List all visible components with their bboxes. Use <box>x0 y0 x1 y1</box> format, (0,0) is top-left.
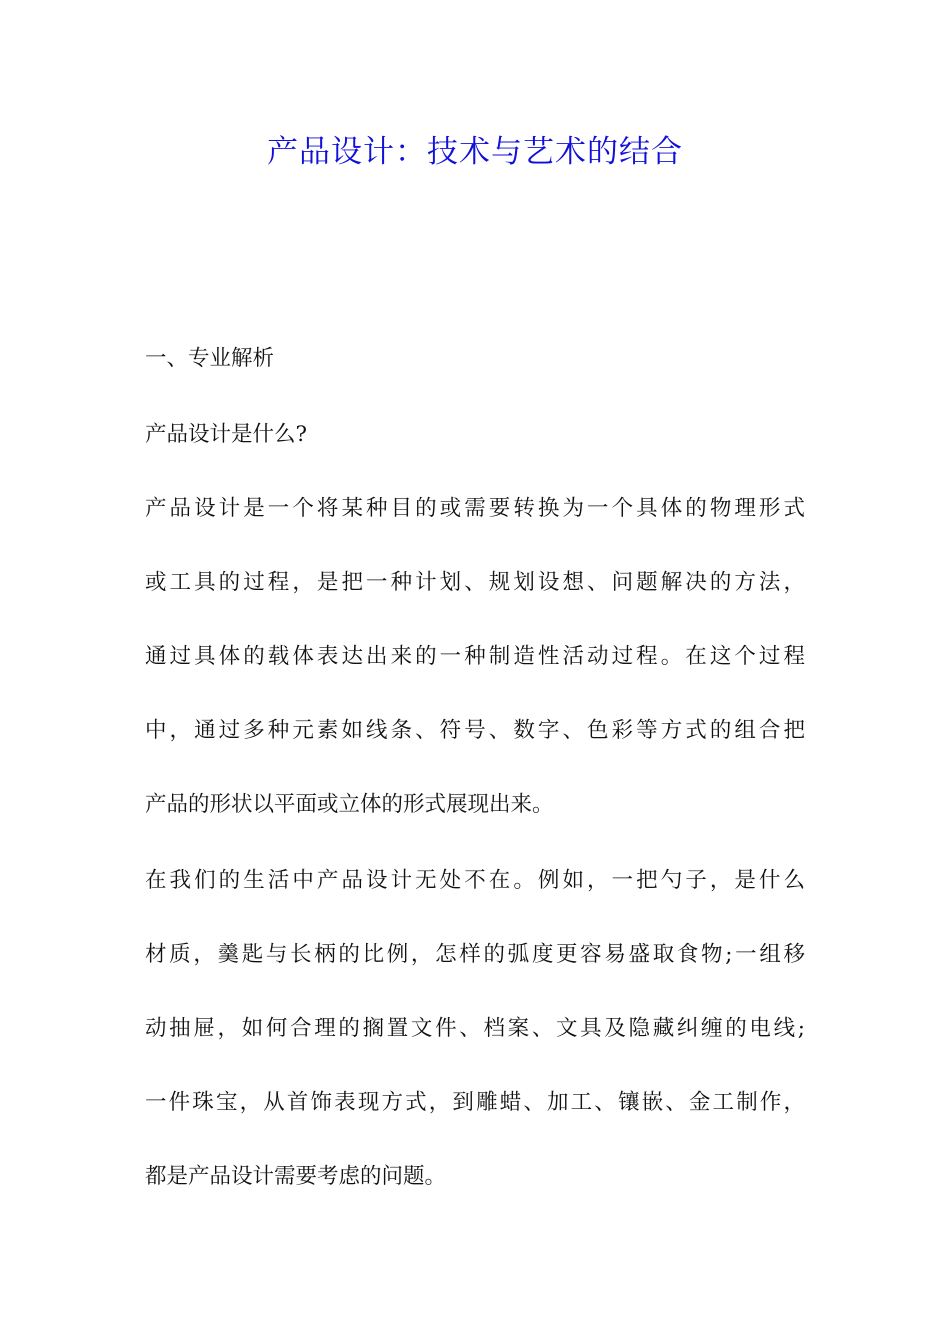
paragraph2-line: 一件珠宝，从首饰表现方式，到雕蜡、加工、镶嵌、金工制作， <box>145 1090 805 1115</box>
paragraph1-line: 中，通过多种元素如线条、符号、数字、色彩等方式的组合把 <box>145 718 805 743</box>
question-line: 产品设计是什么? <box>145 422 308 447</box>
paragraph2-line: 在我们的生活中产品设计无处不在。例如，一把勺子，是什么 <box>145 868 805 893</box>
section-heading: 一、专业解析 <box>145 346 275 371</box>
paragraph1-line: 产品的形状以平面或立体的形式展现出来。 <box>145 792 554 817</box>
paragraph2-line: 动抽屉，如何合理的搁置文件、档案、文具及隐藏纠缠的电线; <box>145 1016 805 1041</box>
document-title: 产品设计：技术与艺术的结合 <box>267 134 683 170</box>
paragraph2-line: 材质，羹匙与长柄的比例，怎样的弧度更容易盛取食物;一组移 <box>145 942 805 967</box>
paragraph1-line: 或工具的过程，是把一种计划、规划设想、问题解决的方法， <box>145 570 805 595</box>
paragraph2-line: 都是产品设计需要考虑的问题。 <box>145 1164 447 1189</box>
paragraph1-line: 通过具体的载体表达出来的一种制造性活动过程。在这个过程 <box>145 644 805 669</box>
paragraph1-line: 产品设计是一个将某种目的或需要转换为一个具体的物理形式 <box>145 496 805 521</box>
